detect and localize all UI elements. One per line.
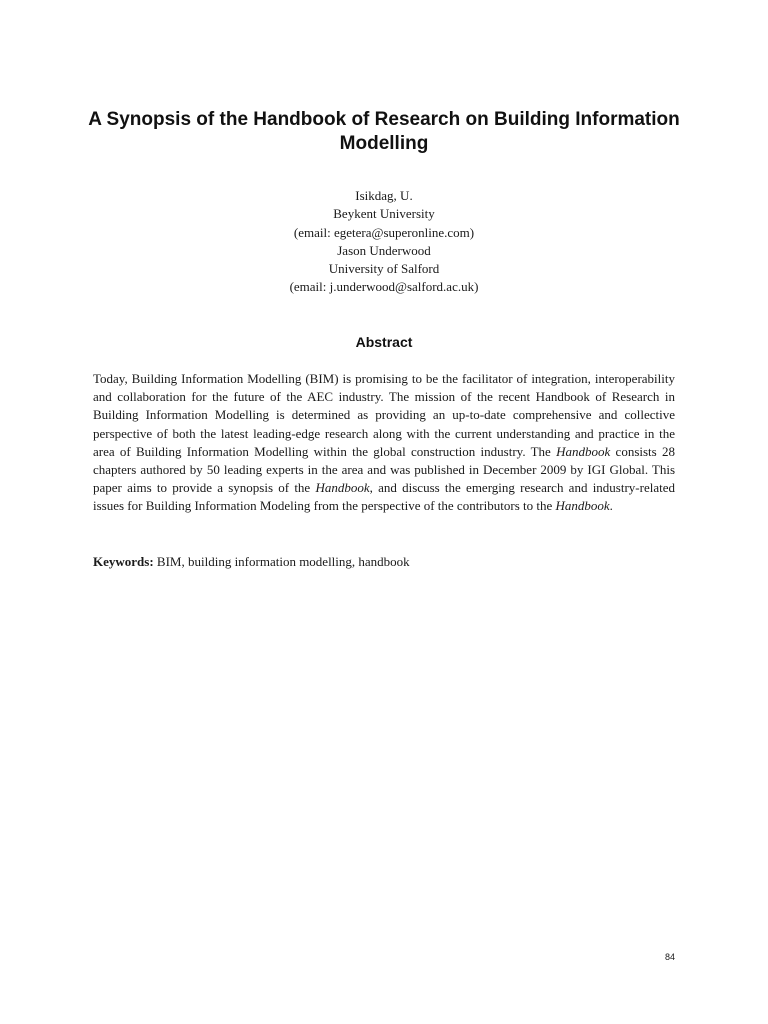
abstract-text <box>93 370 675 516</box>
keywords-line <box>93 553 675 571</box>
page-number: 84 <box>664 952 675 962</box>
abstract-text-segment: Today, Building Information Modelling (BIM) is promising to be the facilitator of integration, interoperability and collaboration for the future of the AEC industry. The mission of the recent Handbook of Research in Building Information Modelling is determined as providing an up-to-date comprehensive and collective perspective of both the latest leading-edge research along with the current understanding and practice in the area of Building Information Modelling within the global construction industry. The <box>93 371 675 459</box>
keywords-label: Keywords: <box>93 554 154 569</box>
abstract-italic-handbook: Handbook <box>555 498 610 514</box>
author-name: Jason Underwood <box>337 242 431 258</box>
paper-title: A Synopsis of the Handbook of Research on Building Information Modelling <box>88 109 680 154</box>
keywords-list: BIM, building information modelling, handbook <box>153 554 410 569</box>
author-name: Isikdag, U. <box>355 188 413 203</box>
author-email: (email: egetera@superonline.com) <box>293 224 475 240</box>
abstract-italic-handbook: Handbook <box>556 443 611 459</box>
author-affiliation: Beykent University <box>333 206 435 222</box>
abstract-text-segment: . <box>609 498 613 514</box>
author-block <box>134 187 634 297</box>
abstract-text-segment: consists 28 chapters authored by 50 leading experts in the area and was published in December 2009 by IGI Global. This paper aims to provide a synopsis of the <box>93 443 676 496</box>
abstract-heading: Abstract <box>355 334 413 350</box>
abstract-italic-handbook: Handbook <box>315 480 370 496</box>
author-email: (email: j.underwood@salford.ac.uk) <box>289 279 479 295</box>
author-affiliation: University of Salford <box>328 261 440 277</box>
abstract-text-segment: , and discuss the emerging research and industry-related issues for Building Information Modeling from the perspective of the contributors to the <box>93 480 675 514</box>
